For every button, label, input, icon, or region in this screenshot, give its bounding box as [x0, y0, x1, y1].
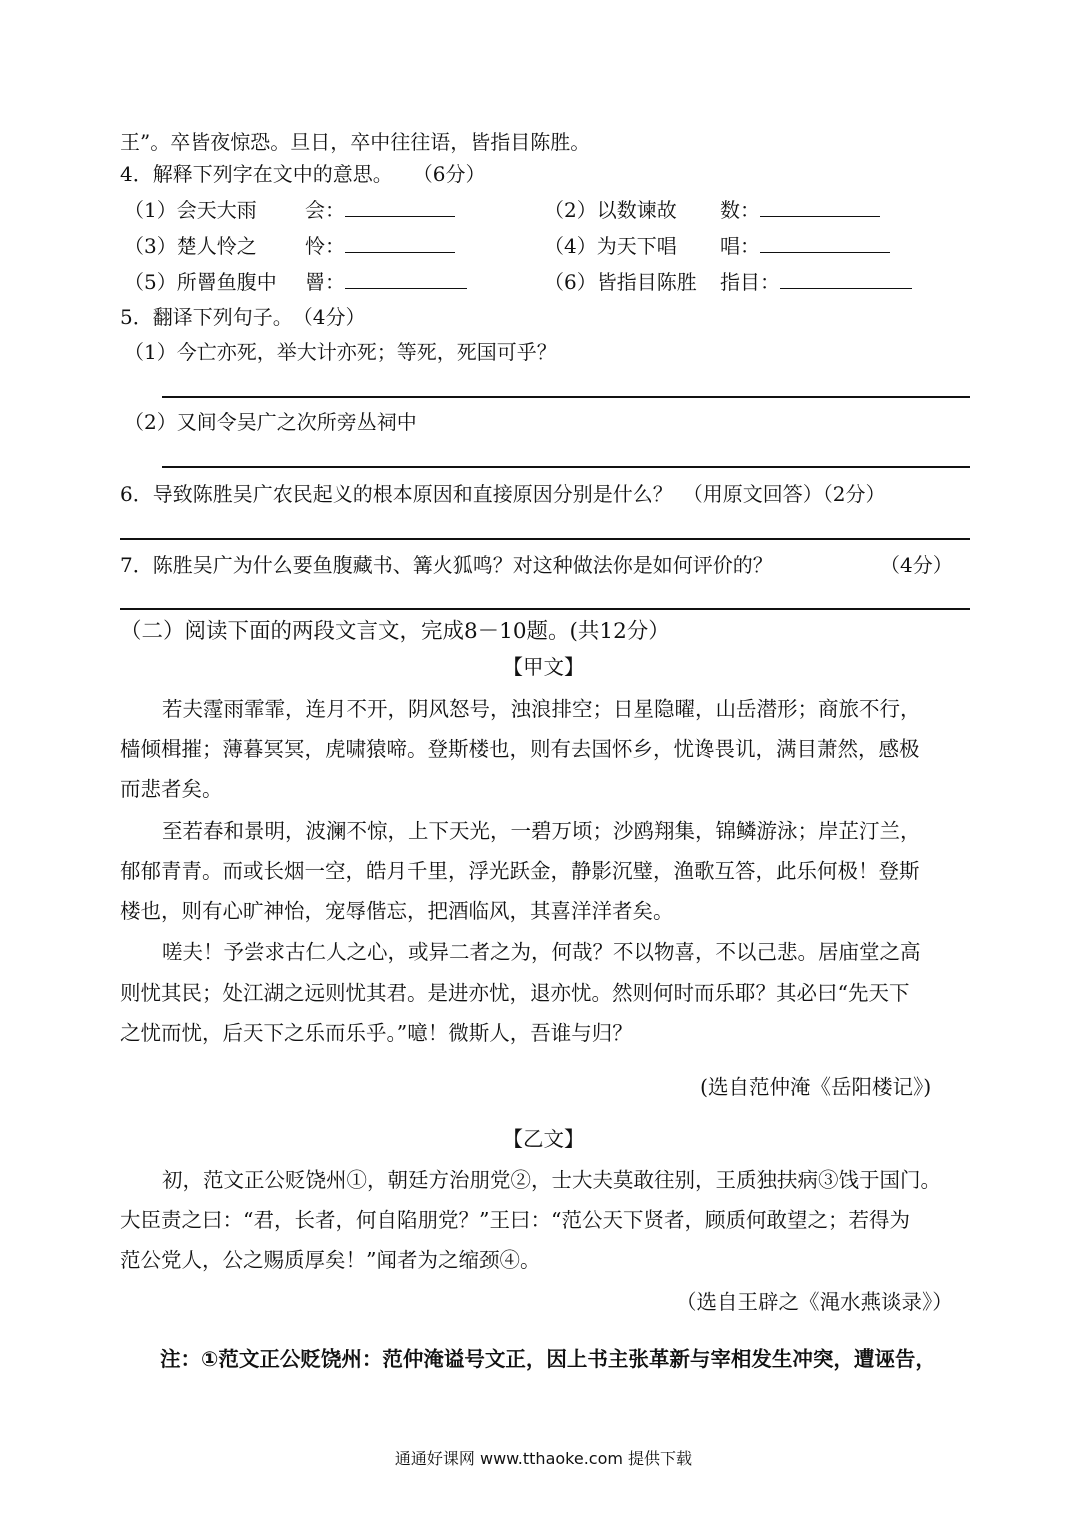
section-2-heading: （二）阅读下面的两段文言文，完成8－10题。(共12分）: [120, 619, 670, 644]
answer-line[interactable]: [162, 396, 970, 398]
jia-p3-line-3: 之忧而忧，后天下之乐而乐乎。”噫！微斯人，吾谁与归？: [120, 1021, 633, 1045]
passage-tail-line: 王”。卒皆夜惊恐。旦日，卒中往往语，皆指目陈胜。: [120, 130, 591, 154]
answer-blank[interactable]: [760, 196, 880, 217]
jia-p1-line-1: 若夫霪雨霏霏，连月不开，阴风怒号，浊浪排空；日星隐曜，山岳潜形；商旅不行，: [162, 697, 921, 721]
q4-item-1-phrase: （1）会天大雨: [124, 198, 257, 222]
question-6: 6．导致陈胜吴广农民起义的根本原因和直接原因分别是什么？ （用原文回答）（2分）: [120, 482, 886, 506]
q4-item-5-phrase: （5）所罾鱼腹中: [124, 270, 277, 294]
q4-item-5-word: 罾：: [305, 268, 467, 296]
q4-item-6-word: 指目：: [720, 268, 912, 296]
yi-line-1: 初，范文正公贬饶州①，朝廷方治朋党②，士大夫莫敢往别，王质独扶病③饯于国门。: [162, 1168, 941, 1192]
q4-item-4-phrase: （4）为天下唱: [544, 234, 677, 258]
jia-source: (选自范仲淹《岳阳楼记》): [700, 1075, 932, 1099]
yi-line-3: 范公党人，公之赐质厚矣！”闻者为之缩颈④。: [120, 1248, 541, 1272]
question-5-stem: 5．翻译下列句子。 （4分）: [120, 305, 366, 329]
q4-item-2-word: 数：: [720, 196, 880, 224]
answer-line[interactable]: [162, 466, 970, 468]
jia-p1-line-3: 而悲者矣。: [120, 777, 223, 801]
page-footer: 通通好课网 www.tthaoke.com 提供下载: [394, 1449, 693, 1468]
jia-p3-line-1: 嗟夫！予尝求古仁人之心，或异二者之为，何哉？不以物喜，不以己悲。居庙堂之高: [162, 940, 921, 964]
yi-source: （选自王辟之《渑水燕谈录》）: [676, 1290, 953, 1314]
yi-title: 【乙文】: [502, 1127, 585, 1151]
jia-title: 【甲文】: [502, 655, 585, 679]
jia-p2-line-1: 至若春和景明，波澜不惊，上下天光，一碧万顷；沙鸥翔集，锦鳞游泳；岸芷汀兰，: [162, 819, 921, 843]
answer-blank[interactable]: [345, 196, 455, 217]
answer-blank[interactable]: [345, 268, 467, 289]
answer-blank[interactable]: [345, 232, 455, 253]
answer-blank[interactable]: [780, 268, 912, 289]
q5-sentence-1: （1）今亡亦死，举大计亦死；等死，死国可乎？: [124, 340, 557, 364]
q4-item-1-word: 会：: [305, 196, 455, 224]
answer-line[interactable]: [120, 538, 970, 540]
annotation-note: 注：①范文正公贬饶州：范仲淹谥号文正，因上书主张革新与宰相发生冲突，遭诬告，: [160, 1347, 936, 1371]
q4-item-3-phrase: （3）楚人怜之: [124, 234, 257, 258]
question-7-points: （4分）: [880, 553, 953, 577]
question-4-stem: 4．解释下列字在文中的意思。 （6分）: [120, 162, 486, 186]
answer-line[interactable]: [120, 608, 970, 610]
q4-item-3-word: 怜：: [305, 232, 455, 260]
question-7: 7．陈胜吴广为什么要鱼腹藏书、篝火狐鸣？对这种做法你是如何评价的？: [120, 553, 773, 577]
jia-p3-line-2: 则忧其民；处江湖之远则忧其君。是进亦忧，退亦忧。然则何时而乐耶？其必曰“先天下: [120, 981, 910, 1005]
jia-p2-line-3: 楼也，则有心旷神怡，宠辱偕忘，把酒临风，其喜洋洋者矣。: [120, 899, 674, 923]
q5-sentence-2: （2）又间令吴广之次所旁丛祠中: [124, 410, 417, 434]
jia-p2-line-2: 郁郁青青。而或长烟一空，皓月千里，浮光跃金，静影沉璧，渔歌互答，此乐何极！登斯: [120, 859, 920, 883]
q4-item-4-word: 唱：: [720, 232, 890, 260]
q4-item-2-phrase: （2）以数谏故: [544, 198, 677, 222]
q4-item-6-phrase: （6）皆指目陈胜: [544, 270, 697, 294]
answer-blank[interactable]: [760, 232, 890, 253]
jia-p1-line-2: 樯倾楫摧；薄暮冥冥，虎啸猿啼。登斯楼也，则有去国怀乡，忧谗畏讥，满目萧然，感极: [120, 737, 920, 761]
yi-line-2: 大臣责之曰：“君，长者，何自陷朋党？”王曰：“范公天下贤者，顾质何敢望之；若得为: [120, 1208, 910, 1232]
